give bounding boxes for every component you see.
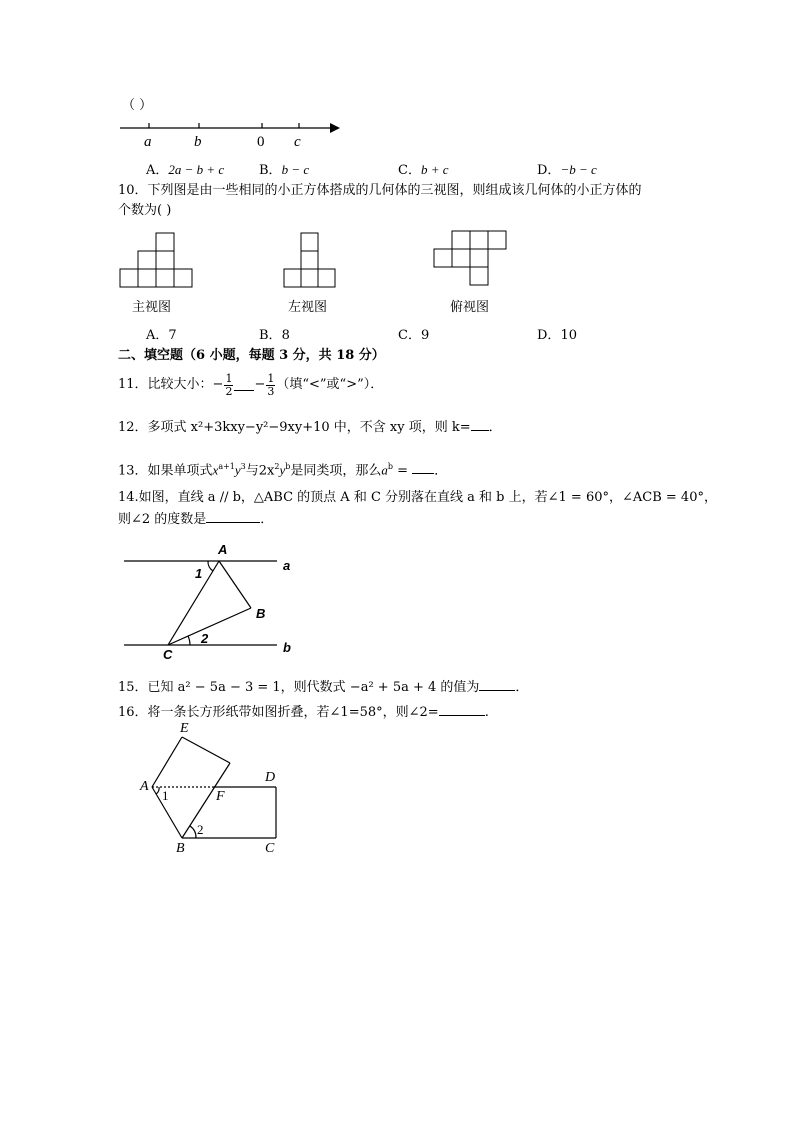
q14-label-A: A <box>218 542 228 557</box>
nl-label-b: b <box>194 134 202 150</box>
q9-option-b[interactable]: B．b − c <box>259 162 310 178</box>
side-view-label: 左视图 <box>288 300 328 315</box>
q10-stem-line2: 个数为( ) <box>118 203 172 218</box>
q16-label-2: 2 <box>197 822 204 837</box>
q16-stem: 16．将一条长方形纸带如图折叠，若∠1=58°，则∠2= . <box>118 705 489 720</box>
nl-label-a: a <box>144 134 152 150</box>
q14-label-C: C <box>163 647 173 662</box>
q11-stem: 11．比较大小： − $\frac{1}{2}$ − $\frac{1}{3}$ （填“<”或“>”）． <box>118 371 384 398</box>
q16-label-1: 1 <box>162 788 169 803</box>
nl-label-c: c <box>294 134 301 150</box>
section-title-fill-in: 二、填空题（6 小题，每题 3 分，共 18 分） <box>118 348 385 363</box>
q12-stem: 12．多项式 x²+3kxy−y²−9xy+10 中，不含 xy 项，则 k= ． <box>118 420 502 435</box>
fraction-one-half: $\frac{1}{2}$ <box>225 371 233 398</box>
q14-label-a: a <box>283 558 291 573</box>
q9-paren: （ ） <box>122 98 153 113</box>
q13-stem: 13．如果单项式$x^{a+1}y^3$与$2x^2y^b$是同类项，那么$a^b$ = ． <box>118 462 448 479</box>
q16-label-B: B <box>176 841 185 856</box>
q16-label-F: F <box>216 789 225 804</box>
q16-label-D: D <box>265 770 276 785</box>
q14-label-B: B <box>256 606 266 621</box>
q9-option-a[interactable]: A．2a − b + c <box>146 162 225 178</box>
front-view-label: 主视图 <box>132 300 172 315</box>
q14-stem-line2: 则∠2 的度数是 ． <box>118 512 274 527</box>
q9-option-d[interactable]: D．−b − c <box>537 162 597 178</box>
q10-option-c[interactable]: C．9 <box>398 328 430 343</box>
top-view-label: 俯视图 <box>450 300 490 315</box>
q10-stem-line1: 10．下列图是由一些相同的小正方体搭成的几何体的三视图，则组成该几何体的小正方体的 <box>118 183 642 198</box>
q9-option-c[interactable]: C．b + c <box>398 162 449 178</box>
q14-label-1: 1 <box>195 566 203 581</box>
q10-option-d[interactable]: D．10 <box>537 328 577 343</box>
fraction-one-third: $\frac{1}{3}$ <box>267 371 275 398</box>
q14-label-b: b <box>283 640 291 655</box>
q14-stem-line1: 14.如图，直线 a // b，△ABC 的顶点 A 和 C 分别落在直线 a 和 b 上，若∠1 = 60°，∠ACB = 40°， <box>118 490 717 505</box>
q16-label-C: C <box>265 841 275 856</box>
q15-stem: 15．已知 a² − 5a − 3 = 1，则代数式 −a² + 5a + 4 的值为 ． <box>118 680 529 695</box>
q14-label-2: 2 <box>201 631 209 646</box>
q10-option-a[interactable]: A．7 <box>146 328 177 343</box>
q16-label-A: A <box>140 779 149 794</box>
q10-option-b[interactable]: B．8 <box>259 328 290 343</box>
q16-label-E: E <box>180 721 189 736</box>
nl-label-zero: 0 <box>257 134 265 150</box>
